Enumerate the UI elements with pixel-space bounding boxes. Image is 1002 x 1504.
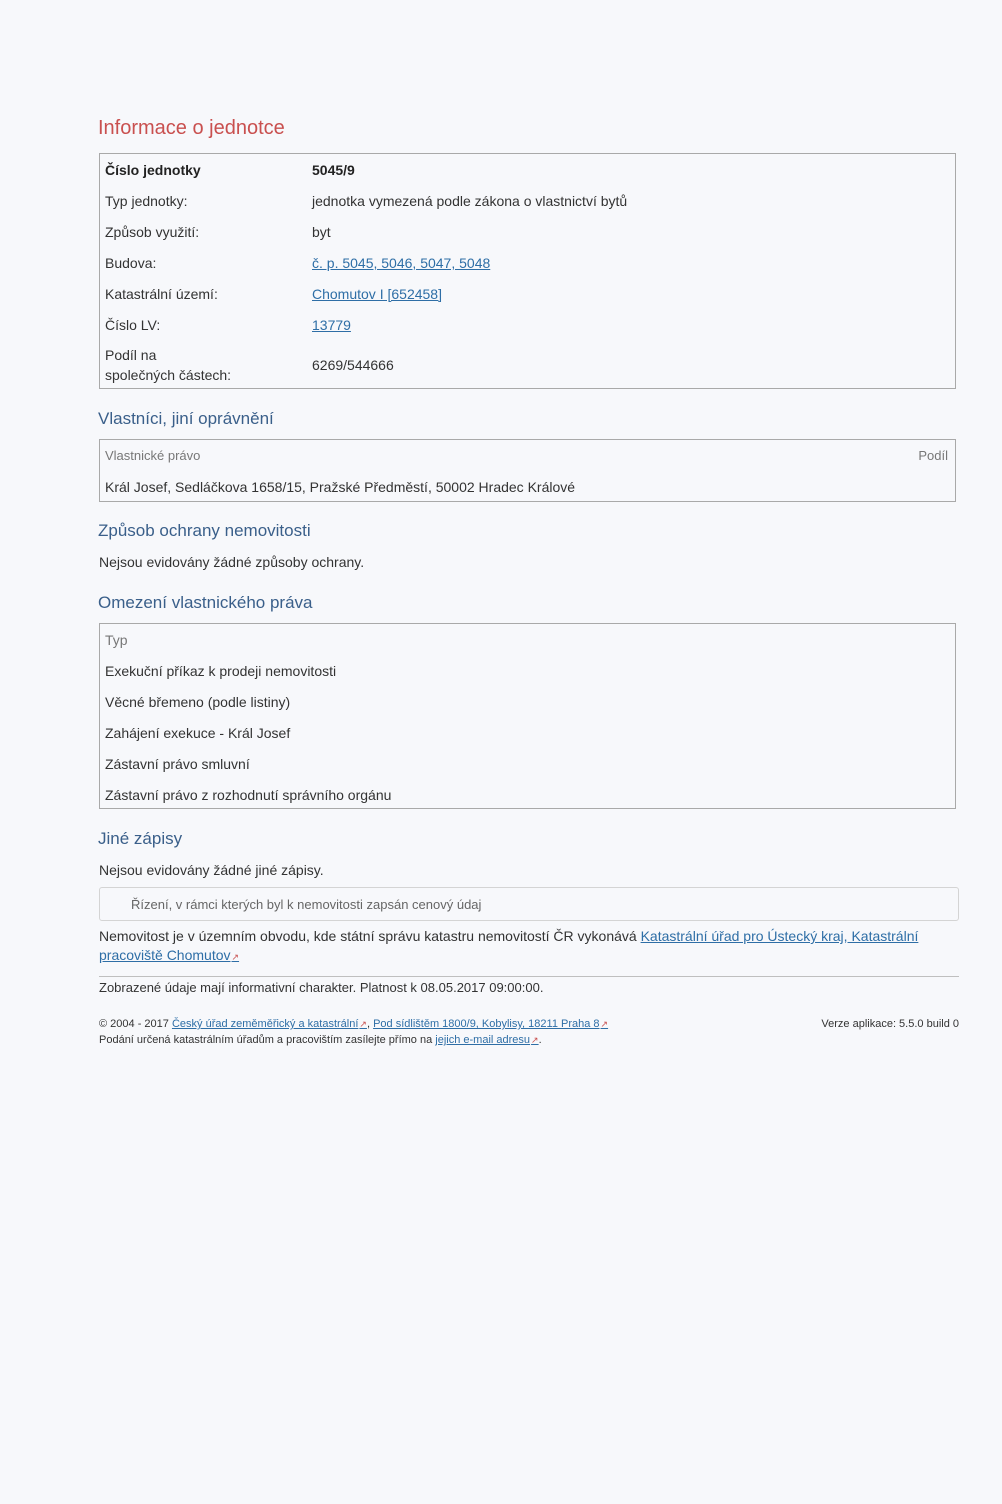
footer-end: . [538, 1034, 542, 1046]
label-lv-number: Číslo LV: [105, 317, 161, 333]
value-unit-number: 5045/9 [312, 162, 355, 178]
label-unit-number: Číslo jednotky [105, 162, 201, 178]
jurisdiction-paragraph [99, 927, 959, 967]
restriction-item: Zahájení exekuce - Král Josef [105, 725, 291, 741]
footer-separator: , [366, 1018, 371, 1030]
address-link[interactable]: Pod sídlištěm 1800/9, Kobylisy, 18211 Praha 8 ↗ [373, 1018, 608, 1030]
other-records-text: Nejsou evidovány žádné jiné zápisy. [99, 862, 324, 878]
cadastral-office-link-line1: Katastrální úřad pro Ústecký kraj, Katastrální [640, 928, 919, 944]
value-unit-type: jednotka vymezená podle zákona o vlastnictví bytů [312, 193, 628, 209]
divider [99, 976, 959, 977]
value-usage: byt [312, 224, 331, 240]
price-proceedings-label: Řízení, v rámci kterých byl k nemovitosti zapsán cenový údaj [131, 897, 482, 912]
footer-submission-text: Podání určená katastrálním úřadům a pracovištím zasílejte přímo na [99, 1034, 433, 1046]
other-records-heading: Jiné zápisy [98, 829, 183, 848]
label-cadastral-area: Katastrální území: [105, 286, 218, 302]
org-link[interactable]: Český úřad zeměměřický a katastrální ↗ [172, 1018, 367, 1030]
owners-table [99, 439, 956, 502]
app-version: Verze aplikace: 5.5.0 build 0 [821, 1018, 959, 1030]
footer-line2 [99, 1034, 542, 1046]
unit-info-table [99, 153, 956, 389]
footer-copyright: © 2004 - 2017 [99, 1018, 169, 1030]
protection-text: Nejsou evidovány žádné způsoby ochrany. [99, 554, 365, 570]
restriction-item: Exekuční příkaz k prodeji nemovitosti [105, 663, 337, 679]
page-title: Informace o jednotce [98, 117, 285, 139]
value-share: 6269/544666 [312, 357, 394, 373]
protection-heading: Způsob ochrany nemovitosti [98, 521, 311, 540]
restrictions-col-type: Typ [105, 632, 128, 648]
lv-number-link[interactable]: 13779 [312, 317, 351, 333]
building-link[interactable]: č. p. 5045, 5046, 5047, 5048 [312, 255, 491, 271]
label-unit-type: Typ jednotky: [105, 193, 188, 209]
label-share-line1: Podíl na [105, 347, 157, 363]
restrictions-table [99, 623, 956, 809]
label-share-line2: společných částech: [105, 367, 232, 383]
owners-heading: Vlastníci, jiní oprávnění [98, 409, 274, 428]
owners-col-type: Vlastnické právo [105, 448, 201, 463]
price-proceedings-toggle[interactable] [99, 887, 959, 921]
restrictions-heading: Omezení vlastnického práva [98, 593, 313, 612]
footer-line1 [99, 1018, 608, 1030]
owner-entry: Král Josef, Sedláčkova 1658/15, Pražské Předměstí, 50002 Hradec Králové [105, 479, 576, 495]
restriction-item: Zástavní právo smluvní [105, 756, 250, 772]
email-link[interactable]: jejich e-mail adresu ↗ [435, 1034, 538, 1046]
cadastral-area-link[interactable]: Chomutov I [652458] [312, 286, 442, 302]
label-usage: Způsob využití: [105, 224, 200, 240]
label-building: Budova: [105, 255, 157, 271]
restriction-item: Zástavní právo z rozhodnutí správního orgánu [105, 787, 392, 803]
jurisdiction-text: Nemovitost je v územním obvodu, kde státní správu katastru nemovitostí ČR vykonává [99, 928, 637, 944]
validity-note: Zobrazené údaje mají informativní charakter. Platnost k 08.05.2017 09:00:00. [99, 980, 544, 995]
cadastral-office-link-line2: pracoviště Chomutov ↗ [99, 947, 239, 963]
restriction-item: Věcné břemeno (podle listiny) [105, 694, 291, 710]
owners-col-share: Podíl [918, 448, 948, 463]
